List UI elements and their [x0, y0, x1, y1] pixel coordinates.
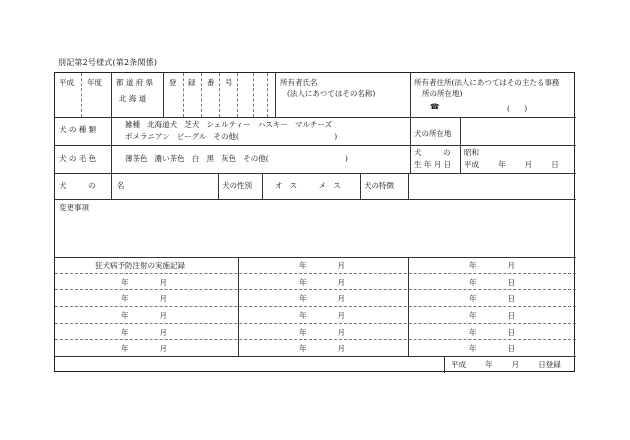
form-caption: 別記第2号様式(第2条関係) — [58, 58, 158, 67]
vaccination-row-mid: 年 月 — [299, 328, 345, 337]
registry-divider — [237, 73, 238, 117]
vaccination-header-right: 年 月 — [469, 261, 515, 270]
vaccination-row-divider — [55, 339, 576, 340]
gou-char: 号 — [225, 78, 233, 87]
location-label: 犬の所在地 — [414, 129, 452, 138]
owner-divider — [275, 73, 276, 117]
row-divider — [55, 257, 576, 258]
vaccination-row-right: 年 日 — [469, 311, 515, 320]
feature-divider — [360, 173, 361, 199]
registry-divider — [81, 73, 82, 117]
sex-label: 犬の性別 — [222, 181, 252, 190]
owner-name-sub-label: (法人にあつてはその名称) — [287, 89, 376, 98]
sex-value-divider — [262, 173, 263, 199]
registry-divider — [201, 73, 202, 117]
dog-name-label: 犬 の 名 — [59, 181, 125, 190]
hokkaido-label: 北 海 道 — [119, 94, 147, 103]
vaccination-row-right: 年 日 — [469, 328, 515, 337]
birth-label-line1: 犬 の — [414, 148, 451, 157]
owner-address-label: 所有者住所(法人にあつてはその主たる事務 — [414, 78, 560, 87]
ban-char: 番 — [207, 78, 215, 87]
vaccination-label: 狂犬病予防注射の実施記録 — [95, 261, 185, 270]
owner-address-label-2: 所の所在地) — [422, 89, 463, 98]
registry-divider — [267, 73, 268, 117]
vaccination-row-left: 年 月 — [121, 344, 167, 353]
row-divider — [410, 145, 576, 146]
vaccination-row-right: 年 日 — [469, 294, 515, 303]
registry-divider — [111, 73, 112, 117]
vaccination-row-divider — [55, 273, 576, 274]
owner-name-label: 所有者氏名 — [280, 78, 318, 87]
vaccination-row-mid: 年 月 — [299, 294, 345, 303]
phone-paren: ( ) — [507, 104, 528, 113]
birth-showa: 昭和 — [464, 148, 479, 157]
row-divider — [55, 173, 576, 174]
registry-divider — [163, 73, 164, 117]
vaccination-row-left: 年 月 — [121, 311, 167, 320]
vaccination-row-right: 年 日 — [469, 344, 515, 353]
color-options: 薄茶色 濃い茶色 白 黒 灰色 その他( ) — [125, 154, 348, 163]
heisei-label: 平成 — [59, 78, 74, 87]
vaccination-row-mid: 年 月 — [299, 278, 345, 287]
name-divider — [111, 173, 112, 199]
color-divider — [111, 145, 112, 173]
changes-label: 変更事項 — [59, 203, 89, 212]
vaccination-row-mid: 年 月 — [299, 344, 345, 353]
fiscal-year-label: 年度 — [87, 78, 102, 87]
registration-date: 平成 年 月 日登録 — [451, 360, 561, 369]
breed-options-line2: ポメラニアン ビーグル その他( ) — [125, 132, 338, 141]
vaccination-row-left: 年 月 — [121, 294, 167, 303]
dog-registration-form — [54, 72, 575, 372]
breed-divider — [111, 117, 112, 145]
vaccination-row-divider — [55, 323, 576, 324]
prefecture-label: 都 道 府 県 — [116, 78, 154, 87]
row-divider — [55, 117, 576, 118]
sex-options: オ ス メ ス — [275, 181, 341, 190]
feature-label: 犬の特徴 — [364, 181, 394, 190]
color-label: 犬 の 毛 色 — [59, 154, 97, 163]
footer-divider — [444, 356, 445, 373]
touroku-char: 登 — [169, 78, 177, 87]
vaccination-row-left: 年 月 — [121, 278, 167, 287]
phone-icon: ☎ — [430, 102, 440, 111]
vaccination-row-right: 年 日 — [469, 278, 515, 287]
breed-label: 犬 の 種 類 — [59, 125, 97, 134]
registry-divider — [219, 73, 220, 117]
vaccination-row-mid: 年 月 — [299, 311, 345, 320]
owner-address-divider — [410, 73, 411, 117]
roku-char: 録 — [188, 78, 196, 87]
birth-heisei-date: 平成 年 月 日 — [464, 160, 559, 169]
feature-value-divider — [408, 173, 409, 199]
registry-divider — [253, 73, 254, 117]
birth-label-line2: 生 年 月 日 — [414, 160, 452, 169]
row-divider — [55, 356, 576, 357]
vaccination-row-divider — [55, 306, 576, 307]
vaccination-row-divider — [55, 289, 576, 290]
registry-divider — [183, 73, 184, 117]
row-divider — [55, 199, 576, 200]
row-divider — [55, 145, 410, 146]
vaccination-row-left: 年 月 — [121, 328, 167, 337]
sex-divider — [218, 173, 219, 199]
vaccination-header-mid: 年 月 — [299, 261, 345, 270]
breed-options-line1: 雑種 北海道犬 芝犬 シェルティー ハスキー マルチーズ — [125, 120, 333, 129]
